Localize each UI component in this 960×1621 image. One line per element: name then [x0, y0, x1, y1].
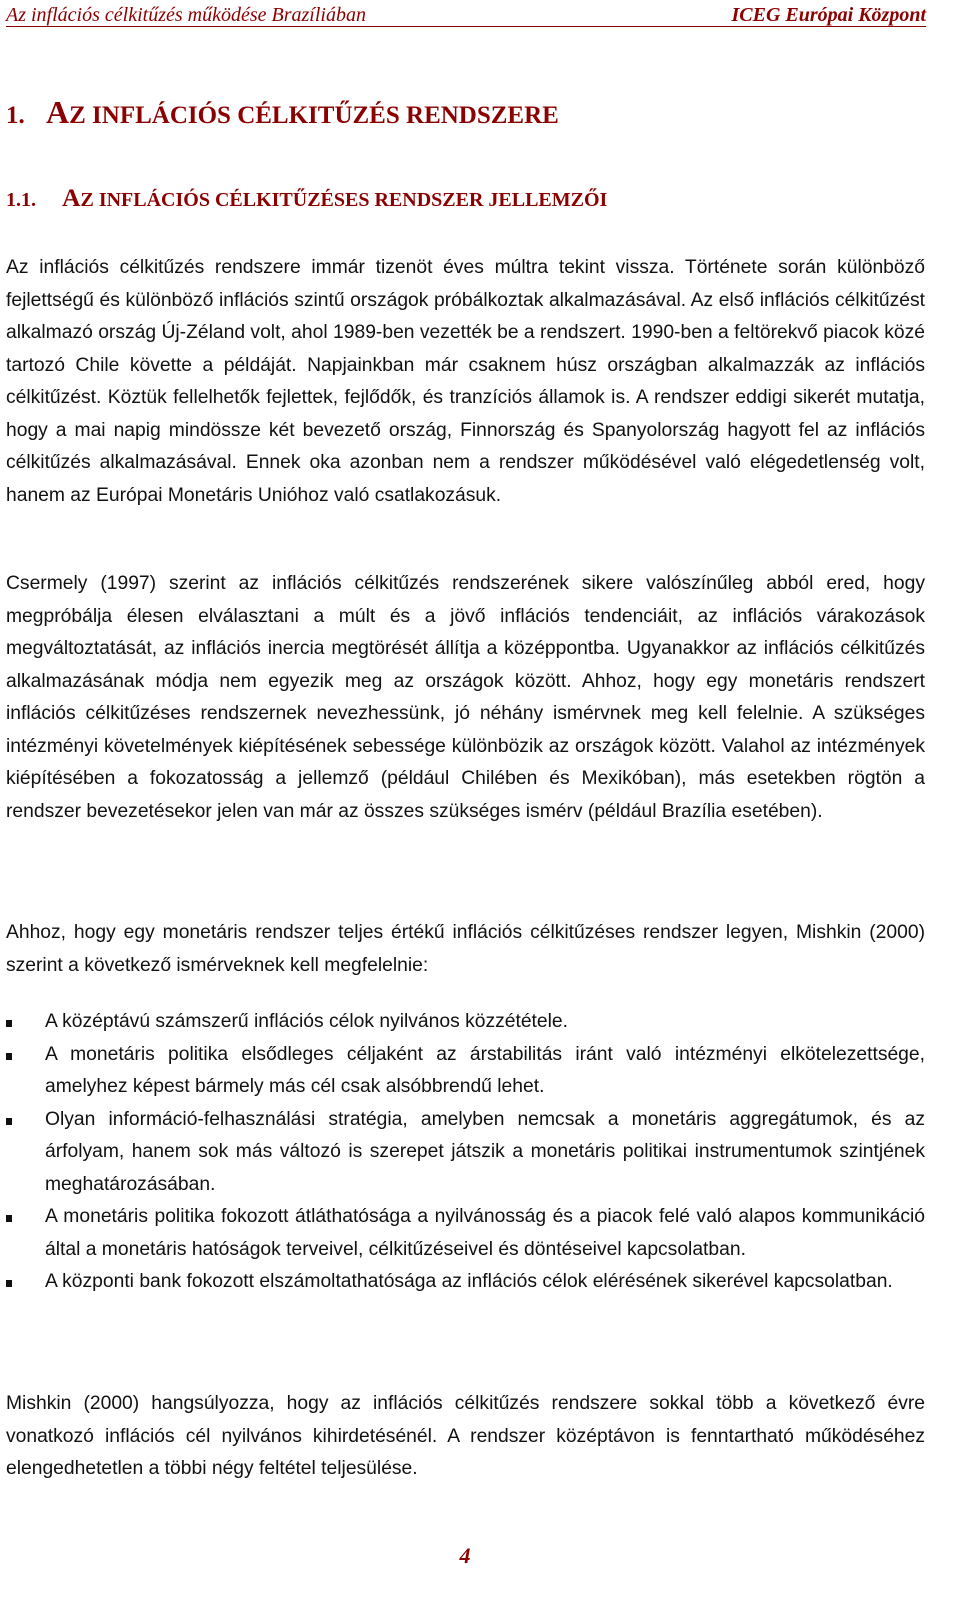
list-item	[6, 1006, 925, 1039]
subsection-heading	[6, 183, 607, 213]
paragraph: Csermely (1997) szerint az inflációs célkitűzés rendszerének sikere valószínűleg abból ered, hogy megpróbálja élesen elválasztani a múlt és a jövő inflációs tendenciáit, az inflációs várakozások megváltoztatását, az inflációs inercia megtörését állítja a középpontba. Ugyanakkor az inflációs célkitűzés alkalmazásának módja nem egyezik meg az országok között. Ahhoz, hogy egy monetáris rendszert inflációs célkitűzéses rendszernek nevezhessünk, jó néhány ismérvnek meg kell felelnie. A szükséges intézményi követelmények kiépítésének sebessége különbözik az országok között. Valahol az intézmények kiépítésében a fokozatosság a jellemző (például Chilében és Mexikóban), más esetekben rögtön a rendszer bevezetésekor jelen van már az összes szükséges ismérv (például Brazília esetében).	[6, 573, 925, 822]
section-title: Z INFLÁCIÓS CÉLKITŰZÉS RENDSZERE	[69, 102, 559, 129]
criteria-list	[6, 1006, 925, 1299]
section-title-initial: A	[46, 94, 70, 130]
square-bullet-icon	[6, 1053, 12, 1060]
header-title: Az inflációs célkitűzés működése Brazíliában	[6, 4, 366, 26]
list-item	[6, 1201, 925, 1266]
list-item-text: A középtávú számszerű inflációs célok nyilvános közzététele.	[45, 1011, 568, 1032]
list-item-text: A monetáris politika fokozott átláthatósága a nyilvánosság és a piacok felé való alapos kommunikáció által a monetáris hatóságok terveivel, célkitűzéseivel és döntéseivel kapcsolatban.	[45, 1206, 925, 1260]
list-item	[6, 1266, 925, 1299]
header-organization: ICEG Európai Központ	[731, 4, 926, 26]
list-item-text: Olyan információ-felhasználási stratégia, amelyben nemcsak a monetáris aggregátumok, és az árfolyam, hanem sok más változó is szerepet játszik a monetáris politikai instrumentumok szintjének meghatározásában.	[45, 1108, 925, 1195]
running-header	[6, 0, 926, 27]
subsection-title-initial: A	[62, 183, 81, 212]
list-item-text: A központi bank fokozott elszámoltathatósága az inflációs célok elérésének sikerével kapcsolatban.	[45, 1271, 893, 1292]
paragraph: Ahhoz, hogy egy monetáris rendszer teljes értékű inflációs célkitűzéses rendszer legyen, Mishkin (2000) szerint a következő ismérveknek kell megfelelnie:	[6, 922, 925, 976]
subsection-title: Z INFLÁCIÓS CÉLKITŰZÉSES RENDSZER JELLEMZŐI	[80, 189, 608, 211]
page-number: 4	[459, 1543, 471, 1568]
square-bullet-icon	[6, 1020, 12, 1027]
list-item	[6, 1104, 925, 1202]
paragraph: Az inflációs célkitűzés rendszere immár tizenöt éves múltra tekint vissza. Története során különböző fejlettségű és különböző inflációs szintű országok próbálkoztak alkalmazásával. Az első inflációs célkitűzést alkalmazó ország Új-Zéland volt, ahol 1989-ben vezették be a rendszert. 1990-ben a feltörekvő piacok közé tartozó Chile követte a példáját. Napjainkban már csaknem húsz országban alkalmazzák az inflációs célkitűzést. Köztük fellelhetők fejlettek, fejlődők, és tranzíciós államok is. A rendszer eddigi sikerét mutatja, hogy a mai napig mindössze két bevezető ország, Finnország és Spanyolország hagyott fel az inflációs célkitűzés alkalmazásával. Ennek oka azonban nem a rendszer működésével való elégedetlenség volt, hanem az Európai Monetáris Unióhoz való csatlakozásuk.	[6, 257, 925, 506]
square-bullet-icon	[6, 1215, 12, 1222]
square-bullet-icon	[6, 1280, 12, 1287]
section-number: 1.	[6, 102, 25, 129]
subsection-number: 1.1.	[6, 189, 36, 211]
list-item-text: A monetáris politika elsődleges céljaként az árstabilitás iránt való intézményi elkötelezettsége, amelyhez képest bármely más cél csak alsóbbrendű lehet.	[45, 1043, 925, 1097]
square-bullet-icon	[6, 1118, 12, 1125]
list-item	[6, 1039, 925, 1104]
paragraph: Mishkin (2000) hangsúlyozza, hogy az inflációs célkitűzés rendszere sokkal több a következő évre vonatkozó inflációs cél nyilvános kihirdetésénél. A rendszer középtávon is fenntartható működéséhez elengedhetetlen a többi négy feltétel teljesülése.	[6, 1393, 925, 1479]
section-heading	[6, 94, 559, 131]
